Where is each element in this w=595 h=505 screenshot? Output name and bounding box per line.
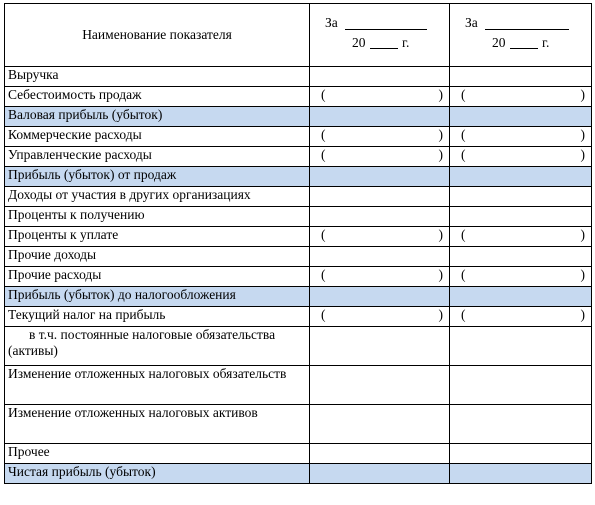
year-prefix: 20 <box>492 35 506 50</box>
value-cell-previous[interactable] <box>450 464 592 484</box>
indicator-label: Коммерческие расходы <box>5 127 310 147</box>
indicator-label: Текущий налог на прибыль <box>5 307 310 327</box>
value-cell-current[interactable] <box>310 405 450 444</box>
table-row <box>5 247 592 267</box>
period-blank-line[interactable] <box>485 29 569 30</box>
open-paren: ( <box>321 307 326 322</box>
value-cell-previous[interactable] <box>450 87 592 107</box>
open-paren: ( <box>321 127 326 142</box>
indicator-label: Проценты к уплате <box>5 227 310 247</box>
table-row <box>5 127 592 147</box>
year-blank-line[interactable] <box>510 48 538 49</box>
value-cell-current[interactable] <box>310 147 450 167</box>
value-cell-previous[interactable] <box>450 247 592 267</box>
value-cell-current[interactable] <box>310 107 450 127</box>
period-prefix: За <box>465 15 478 30</box>
period-prefix: За <box>325 15 338 30</box>
table-header-row <box>5 4 592 67</box>
open-paren: ( <box>461 307 466 322</box>
close-paren: ) <box>438 267 443 282</box>
open-paren: ( <box>461 267 466 282</box>
table-row <box>5 207 592 227</box>
financial-results-table <box>4 3 592 484</box>
value-cell-previous[interactable] <box>450 267 592 287</box>
indicator-label: Прибыль (убыток) до налогообложения <box>5 287 310 307</box>
year-suffix: г. <box>542 35 550 50</box>
indicator-label: Проценты к получению <box>5 207 310 227</box>
value-cell-previous[interactable] <box>450 307 592 327</box>
value-cell-previous[interactable] <box>450 187 592 207</box>
close-paren: ) <box>438 147 443 162</box>
value-cell-current[interactable] <box>310 167 450 187</box>
value-cell-current[interactable] <box>310 227 450 247</box>
close-paren: ) <box>580 87 585 102</box>
value-cell-previous[interactable] <box>450 327 592 366</box>
value-cell-current[interactable] <box>310 247 450 267</box>
value-cell-current[interactable] <box>310 187 450 207</box>
value-cell-previous[interactable] <box>450 207 592 227</box>
table-row <box>5 167 592 187</box>
year-blank-line[interactable] <box>370 48 398 49</box>
value-cell-previous[interactable] <box>450 127 592 147</box>
table-row <box>5 327 592 366</box>
table-row <box>5 67 592 87</box>
value-cell-previous[interactable] <box>450 227 592 247</box>
table-row <box>5 227 592 247</box>
value-cell-previous[interactable] <box>450 167 592 187</box>
table-row <box>5 464 592 484</box>
year-suffix: г. <box>402 35 410 50</box>
indicator-label: Прочие расходы <box>5 267 310 287</box>
value-cell-current[interactable] <box>310 327 450 366</box>
value-cell-current[interactable] <box>310 307 450 327</box>
close-paren: ) <box>438 227 443 242</box>
table-row <box>5 147 592 167</box>
value-cell-current[interactable] <box>310 207 450 227</box>
indicator-label: Выручка <box>5 67 310 87</box>
period-previous-header <box>450 4 592 67</box>
value-cell-current[interactable] <box>310 87 450 107</box>
open-paren: ( <box>461 87 466 102</box>
close-paren: ) <box>580 267 585 282</box>
close-paren: ) <box>438 87 443 102</box>
table-row <box>5 107 592 127</box>
value-cell-current[interactable] <box>310 464 450 484</box>
table-row <box>5 366 592 405</box>
table-row <box>5 287 592 307</box>
value-cell-previous[interactable] <box>450 405 592 444</box>
indicator-label: Себестоимость продаж <box>5 87 310 107</box>
indicator-label: Прочие доходы <box>5 247 310 267</box>
table-row <box>5 187 592 207</box>
value-cell-current[interactable] <box>310 267 450 287</box>
close-paren: ) <box>580 307 585 322</box>
indicator-label: Управленческие расходы <box>5 147 310 167</box>
value-cell-previous[interactable] <box>450 107 592 127</box>
open-paren: ( <box>461 227 466 242</box>
table-row <box>5 267 592 287</box>
indicator-name-header: Наименование показателя <box>5 4 310 67</box>
year-prefix: 20 <box>352 35 366 50</box>
open-paren: ( <box>321 267 326 282</box>
value-cell-previous[interactable] <box>450 366 592 405</box>
value-cell-current[interactable] <box>310 366 450 405</box>
indicator-label: в т.ч. постоянные налоговые обязательства (активы) <box>5 327 310 366</box>
close-paren: ) <box>438 127 443 142</box>
indicator-label: Прочее <box>5 444 310 464</box>
value-cell-previous[interactable] <box>450 287 592 307</box>
value-cell-current[interactable] <box>310 444 450 464</box>
open-paren: ( <box>461 147 466 162</box>
value-cell-current[interactable] <box>310 127 450 147</box>
value-cell-previous[interactable] <box>450 147 592 167</box>
table-row <box>5 444 592 464</box>
table-row <box>5 405 592 444</box>
indicator-label: Чистая прибыль (убыток) <box>5 464 310 484</box>
open-paren: ( <box>321 227 326 242</box>
value-cell-current[interactable] <box>310 287 450 307</box>
value-cell-current[interactable] <box>310 67 450 87</box>
indicator-label: Валовая прибыль (убыток) <box>5 107 310 127</box>
period-current-header <box>310 4 450 67</box>
table-row <box>5 87 592 107</box>
close-paren: ) <box>580 127 585 142</box>
open-paren: ( <box>321 147 326 162</box>
indicator-label: Доходы от участия в других организациях <box>5 187 310 207</box>
period-blank-line[interactable] <box>345 29 427 30</box>
table-row <box>5 307 592 327</box>
report-sheet <box>4 3 592 484</box>
close-paren: ) <box>580 227 585 242</box>
indicator-label: Изменение отложенных налоговых активов <box>5 405 310 444</box>
value-cell-previous[interactable] <box>450 444 592 464</box>
indicator-label: Изменение отложенных налоговых обязательств <box>5 366 310 405</box>
close-paren: ) <box>438 307 443 322</box>
open-paren: ( <box>461 127 466 142</box>
value-cell-previous[interactable] <box>450 67 592 87</box>
close-paren: ) <box>580 147 585 162</box>
indicator-label: Прибыль (убыток) от продаж <box>5 167 310 187</box>
open-paren: ( <box>321 87 326 102</box>
